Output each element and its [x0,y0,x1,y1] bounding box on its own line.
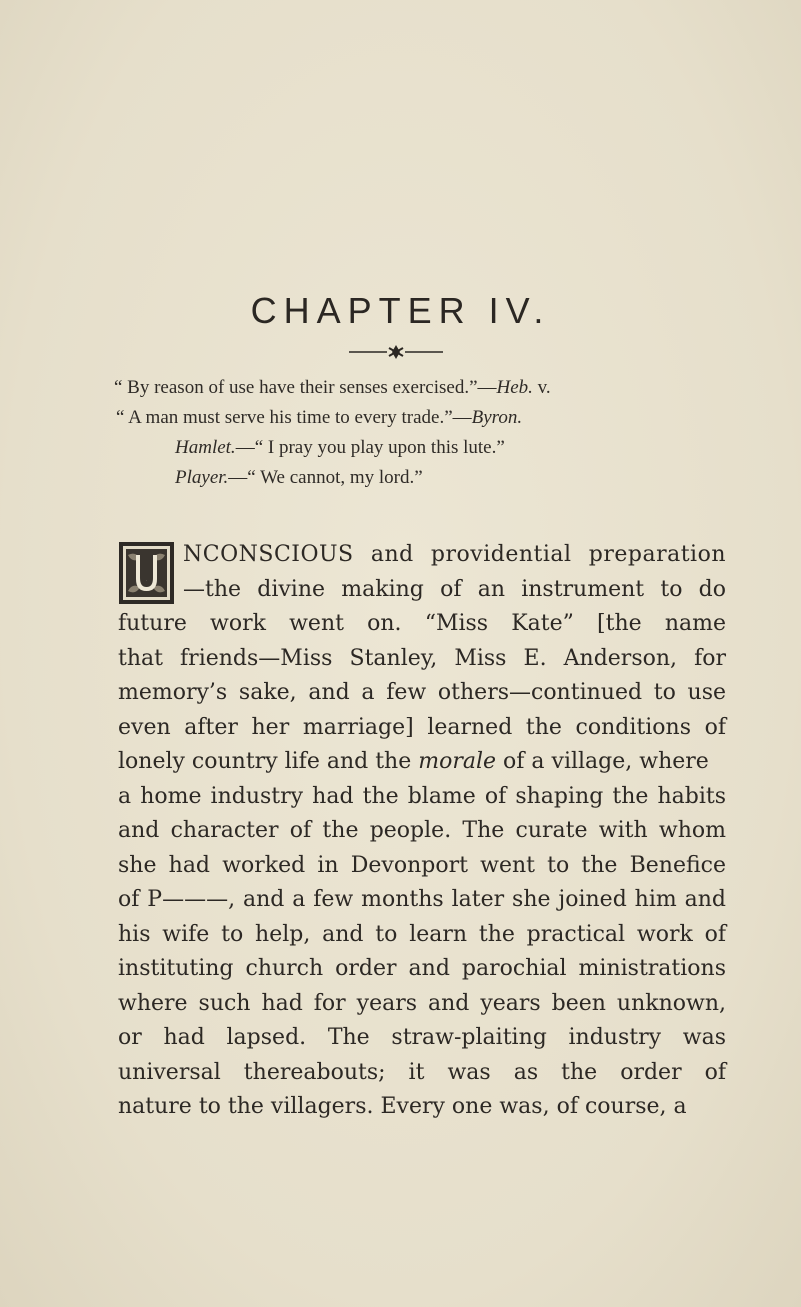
text-line: where such had for years and years been unknown, [118,990,726,1016]
epigraph-quote: “ By reason of use have their senses exercised.”— [114,377,497,398]
drop-cap-letter: U [146,581,147,582]
chapter-title: CHAPTER IV. [250,290,551,331]
epigraph-speaker: Player. [175,467,229,488]
epigraph-1 [114,377,551,399]
text-line: NCONSCIOUS and providential preparation [183,542,726,567]
epigraph-quote: “ A man must serve his time to every trade.”— [116,407,472,428]
text-line: —the divine making of an instrument to do [183,576,726,602]
epigraph-suffix: v. [532,377,551,398]
text-line: his wife to help, and to learn the practical work of [118,921,726,947]
italic-word: morale [418,749,497,774]
text-line: universal thereabouts; it was as the order of [118,1059,726,1085]
text-line: nature to the villagers. Every one was, of course, a [118,1094,687,1119]
text-line: she had worked in Devonport went to the Benefice [118,852,726,878]
text-line: memory’s sake, and a few others—continued to use [118,680,726,705]
epigraph-3 [175,437,505,459]
epigraph-source: Heb. [496,377,533,398]
text-line: a home industry had the blame of shaping the habits [118,783,726,809]
text-line: and character of the people. The curate with whom [118,818,726,843]
epigraph-speaker: Hamlet. [175,437,236,458]
chapter-ornament [349,344,443,360]
epigraph-2 [116,407,522,429]
epigraph-quote: —“ I pray you play upon this lute.” [235,437,505,458]
text-line: that friends—Miss Stanley, Miss E. Anderson, for [118,645,726,671]
text-run: lonely country life and the [118,749,419,774]
text-line [118,745,726,780]
text-line: even after her marriage] learned the conditions of [118,714,726,740]
epigraph-quote: —“ We cannot, my lord.” [228,467,423,488]
epigraph-4 [175,467,423,489]
body-text [118,538,726,1125]
epigraph-source: Byron. [471,407,523,428]
text-run: of a village, where [496,749,709,774]
text-line: future work went on. “Miss Kate” [the name [118,611,726,636]
text-line: of P———, and a few months later she joined him and [118,887,726,912]
text-line: or had lapsed. The straw-plaiting industry was [118,1025,726,1050]
text-line: instituting church order and parochial ministrations [118,956,726,981]
